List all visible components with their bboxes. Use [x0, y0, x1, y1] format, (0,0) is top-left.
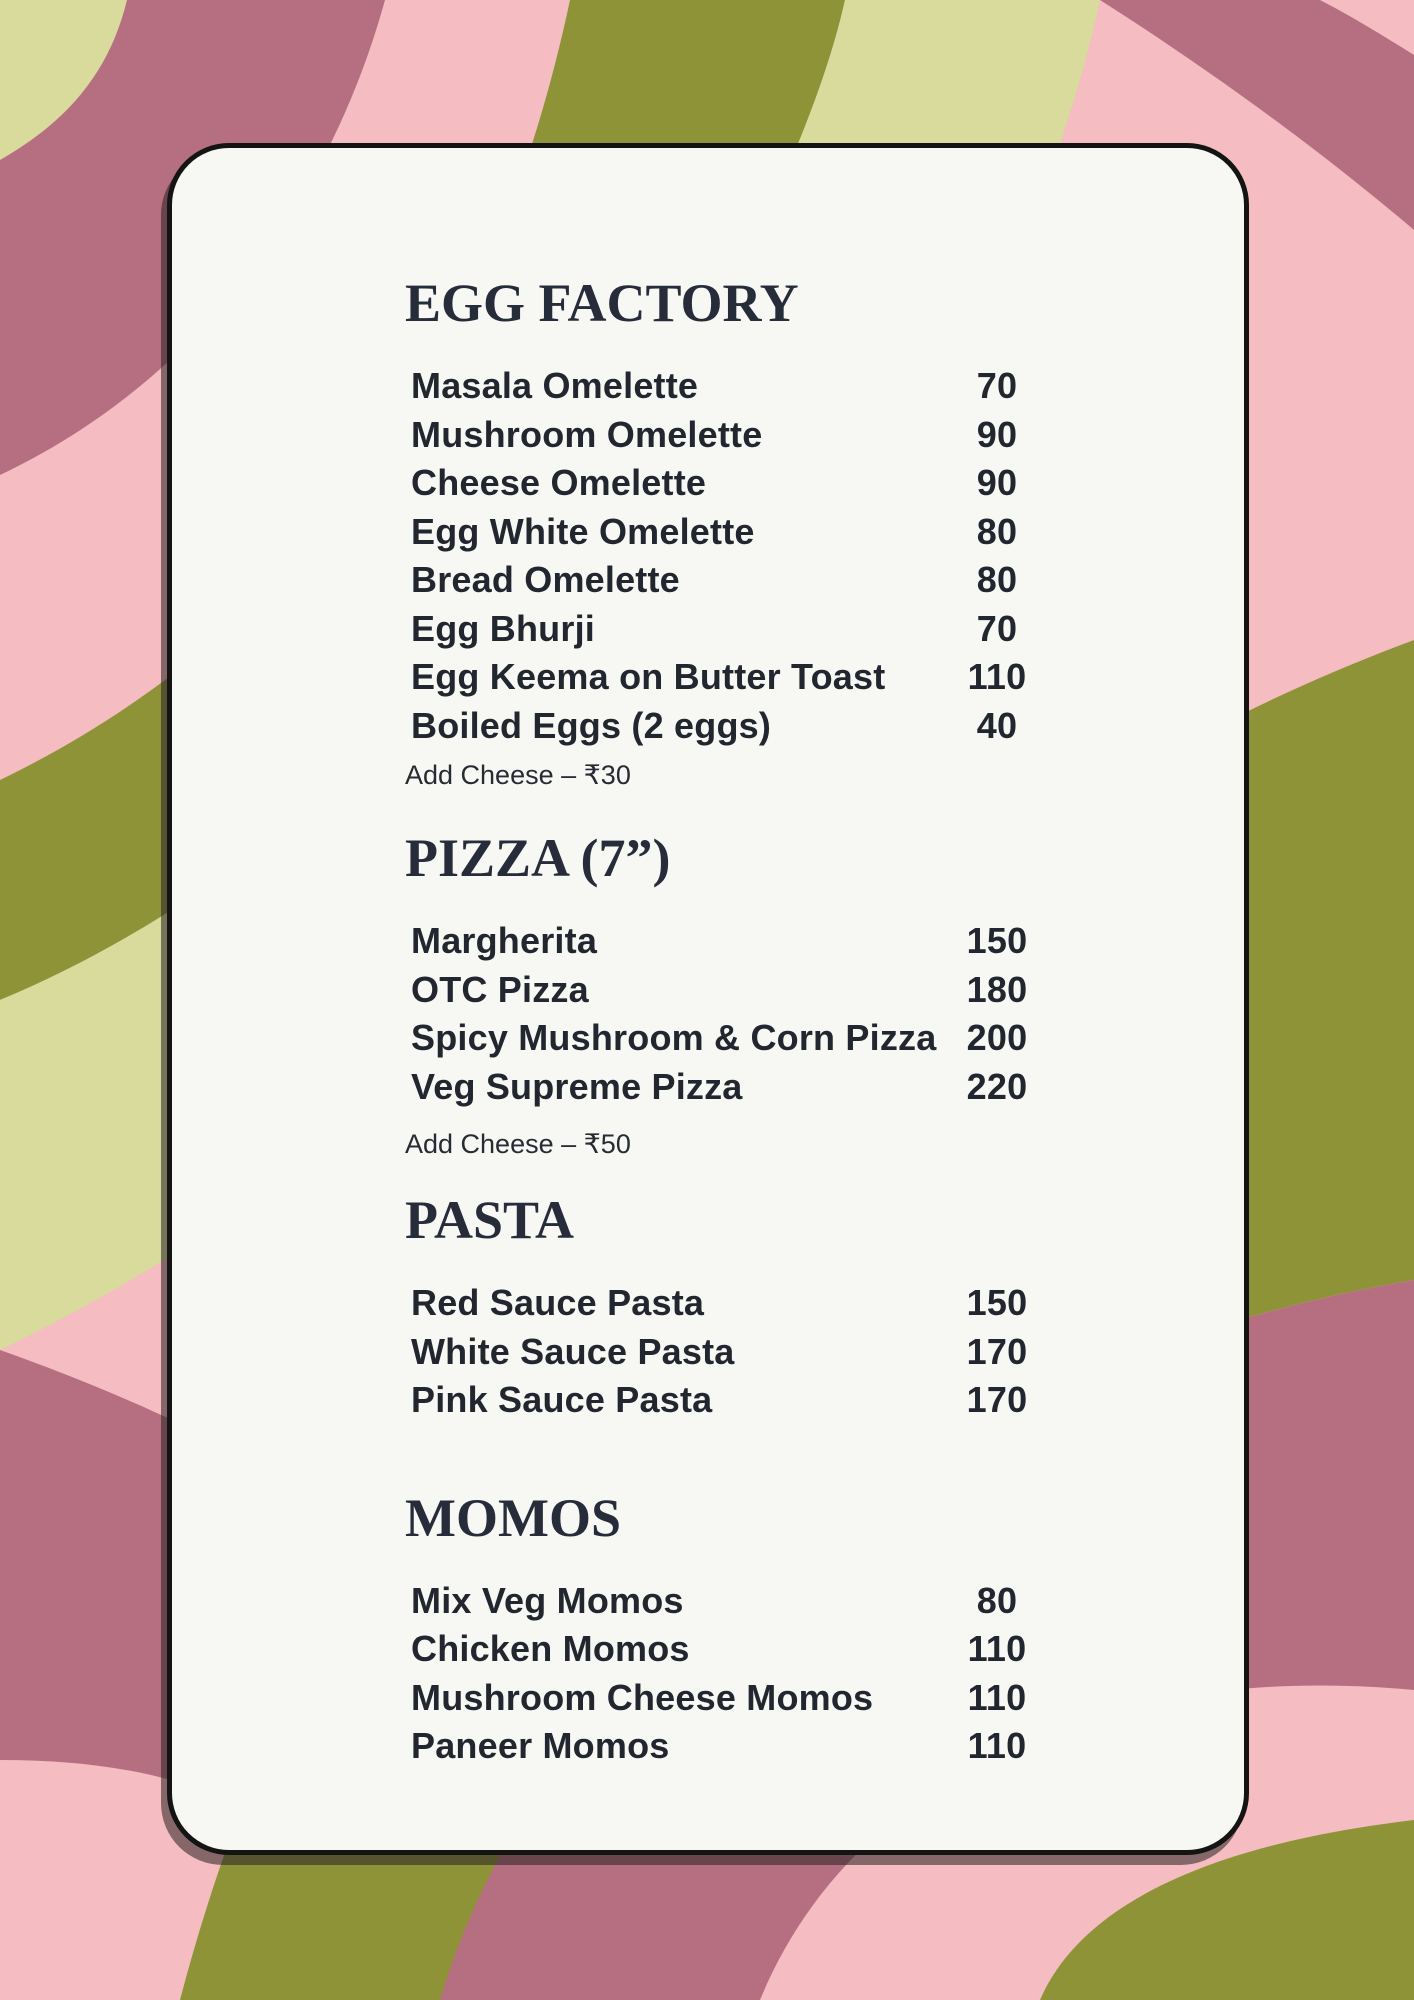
menu-item — [405, 1625, 1053, 1674]
item-price: 80 — [976, 1579, 1018, 1621]
menu-content — [172, 274, 1244, 1771]
menu-item — [405, 508, 1053, 557]
section-items — [405, 917, 1053, 1111]
item-price: 110 — [967, 656, 1027, 698]
section-items — [405, 1279, 1053, 1425]
item-name: Margherita — [411, 920, 598, 962]
item-price: 110 — [967, 1628, 1027, 1670]
item-name: Veg Supreme Pizza — [411, 1065, 743, 1107]
item-price: 90 — [976, 462, 1018, 504]
menu-item — [405, 1674, 1053, 1723]
section-title: MOMOS — [405, 1487, 621, 1548]
item-price: 200 — [966, 1017, 1028, 1059]
item-price: 220 — [966, 1065, 1028, 1107]
menu-item — [405, 702, 1053, 751]
menu-item — [405, 1376, 1053, 1425]
item-price: 70 — [976, 365, 1018, 407]
item-price: 80 — [976, 559, 1018, 601]
item-name: OTC Pizza — [411, 968, 589, 1010]
item-name: Paneer Momos — [411, 1725, 670, 1767]
menu-item — [405, 1722, 1053, 1771]
item-name: Egg White Omelette — [411, 510, 755, 552]
menu-section-pizza — [405, 829, 1053, 1162]
item-name: Mushroom Cheese Momos — [411, 1676, 874, 1718]
menu-section-momos — [405, 1489, 1053, 1771]
item-name: Red Sauce Pasta — [411, 1282, 705, 1324]
item-price: 170 — [966, 1379, 1028, 1421]
item-name: Boiled Eggs (2 eggs) — [411, 704, 772, 746]
item-price: 150 — [966, 1282, 1028, 1324]
section-note: Add Cheese – ₹50 — [405, 1129, 631, 1159]
menu-item — [405, 917, 1053, 966]
item-name: Mix Veg Momos — [411, 1579, 684, 1621]
menu-item — [405, 1328, 1053, 1377]
menu-item — [405, 1279, 1053, 1328]
item-name: Masala Omelette — [411, 365, 699, 407]
section-title: PIZZA (7”) — [405, 828, 671, 888]
section-items — [405, 362, 1053, 750]
item-name: Bread Omelette — [411, 559, 680, 601]
item-name: White Sauce Pasta — [411, 1330, 735, 1372]
item-name: Spicy Mushroom & Corn Pizza — [411, 1017, 937, 1059]
menu-item — [405, 1014, 1053, 1063]
item-price: 110 — [967, 1676, 1027, 1718]
menu-item — [405, 411, 1053, 460]
item-price: 80 — [976, 510, 1018, 552]
item-name: Mushroom Omelette — [411, 413, 763, 455]
item-price: 150 — [966, 920, 1028, 962]
item-price: 40 — [976, 704, 1018, 746]
section-items — [405, 1577, 1053, 1771]
menu-item — [405, 653, 1053, 702]
item-price: 170 — [966, 1330, 1028, 1372]
section-title: PASTA — [405, 1190, 575, 1250]
menu-section-pasta — [405, 1191, 1053, 1425]
menu-item — [405, 1063, 1053, 1112]
menu-item — [405, 459, 1053, 508]
item-name: Pink Sauce Pasta — [411, 1379, 713, 1421]
item-price: 90 — [976, 413, 1018, 455]
menu-section-egg-factory — [405, 274, 1053, 793]
section-title: EGG FACTORY — [405, 273, 799, 333]
menu-item — [405, 1577, 1053, 1626]
menu-item — [405, 966, 1053, 1015]
item-name: Cheese Omelette — [411, 462, 707, 504]
menu-item — [405, 556, 1053, 605]
item-price: 180 — [966, 968, 1028, 1010]
menu-card — [167, 143, 1249, 1855]
item-name: Chicken Momos — [411, 1628, 690, 1670]
section-note: Add Cheese – ₹30 — [405, 760, 631, 790]
item-price: 110 — [967, 1725, 1027, 1767]
item-price: 70 — [976, 607, 1018, 649]
menu-item — [405, 362, 1053, 411]
item-name: Egg Bhurji — [411, 607, 595, 649]
menu-item — [405, 605, 1053, 654]
item-name: Egg Keema on Butter Toast — [411, 656, 886, 698]
